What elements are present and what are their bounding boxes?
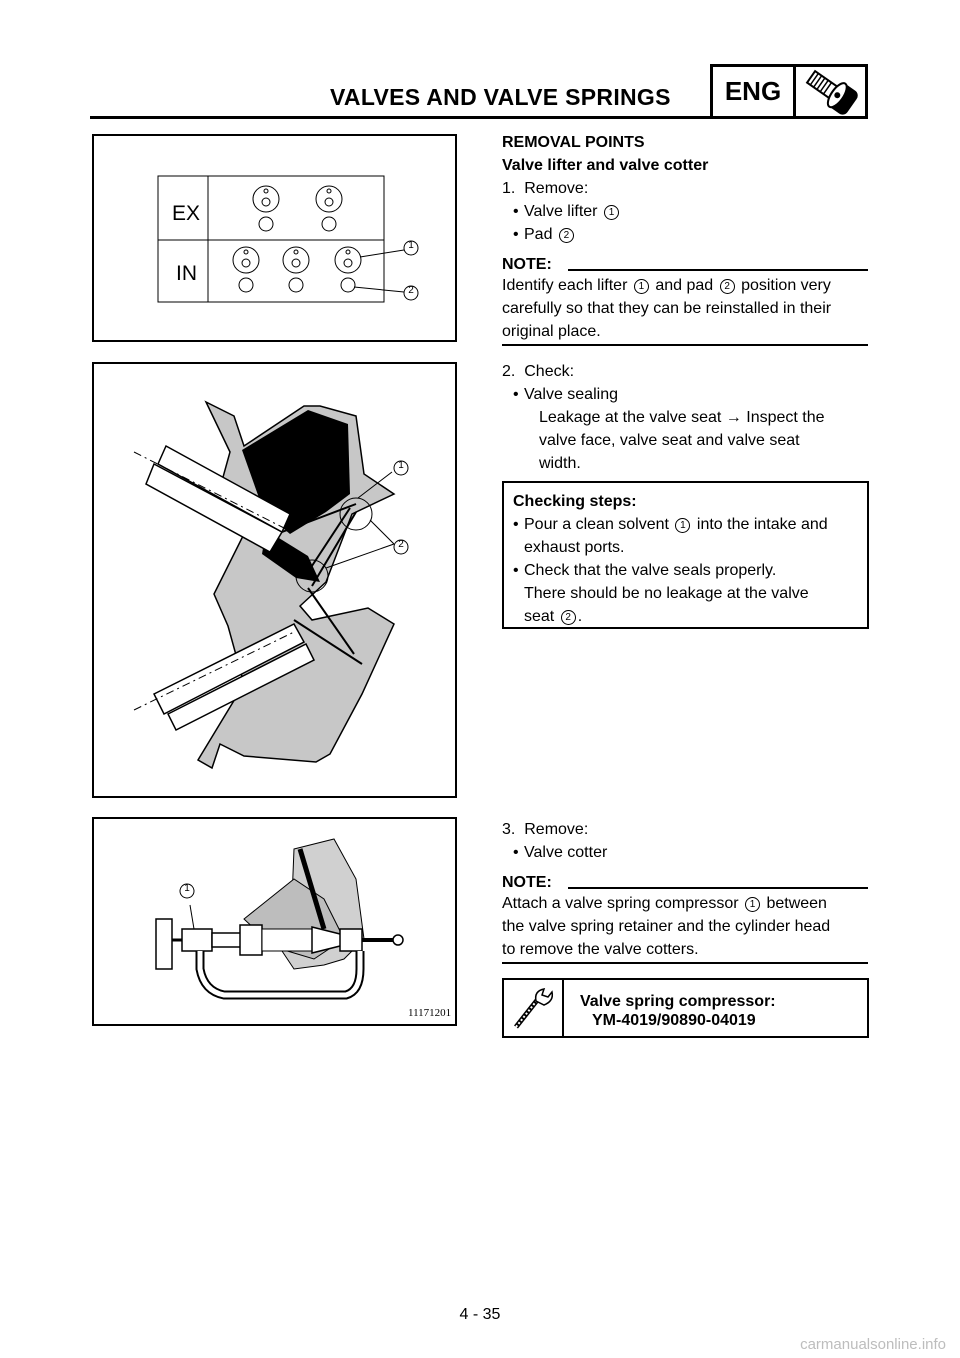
section-title: VALVES AND VALVE SPRINGS [330, 84, 671, 110]
page-number: 4 - 35 [459, 1306, 501, 1323]
step-2 [502, 360, 868, 383]
callout-2: 2 [398, 539, 404, 550]
ref-2: 2 [720, 279, 735, 294]
step-number: 3. [502, 821, 516, 838]
step-action: Remove: [524, 180, 589, 197]
ref-1: 1 [745, 897, 760, 912]
step-action: Check: [524, 363, 575, 380]
note-rule [568, 887, 868, 889]
callout-1: 1 [408, 240, 414, 251]
note-line: original place. [502, 323, 601, 340]
note-line: Attach a valve spring compressor 1 between [502, 895, 827, 912]
callout-1: 1 [184, 883, 190, 894]
figure-cylinder-head-section [92, 362, 457, 798]
watermark: carmanualsonline.info [800, 1336, 946, 1353]
ref-1: 1 [634, 279, 649, 294]
section-tab-label: ENG [713, 67, 796, 116]
step-description: valve face, valve seat and valve seat [539, 432, 800, 449]
callout-1: 1 [398, 460, 404, 471]
removal-subheading: Valve lifter and valve cotter [502, 157, 709, 174]
figure-code: 11171201 [408, 1007, 452, 1019]
figure-lifter-layout [92, 134, 457, 342]
section-tab [710, 64, 868, 119]
wrench-icon [504, 980, 564, 1036]
tool-name: Valve spring compressor: [580, 993, 776, 1010]
special-tool-box [502, 978, 869, 1038]
header-rule [90, 116, 710, 119]
note-line: carefully so that they can be reinstalled in their [502, 300, 832, 317]
removal-heading: REMOVAL POINTS [502, 134, 645, 151]
ref-1: 1 [604, 205, 619, 220]
list-item-cont: seat 2 . [524, 608, 583, 625]
note-line: to remove the valve cotters. [502, 941, 699, 958]
step-number: 1. [502, 180, 516, 197]
ref-2: 2 [559, 228, 574, 243]
step-description: width. [539, 455, 581, 472]
note-rule [568, 269, 868, 271]
step-3 [502, 818, 868, 841]
note-end-rule [502, 962, 868, 964]
ref-2: 2 [561, 610, 576, 625]
figure-valve-spring-compressor [92, 817, 457, 1026]
step-number: 2. [502, 363, 516, 380]
list-item-cont: There should be no leakage at the valve [524, 585, 809, 602]
step-action: Remove: [524, 821, 589, 838]
engine-bolt-icon [796, 67, 865, 116]
step-description: Leakage at the valve seat → Inspect the [539, 409, 825, 426]
exhaust-label: EX [172, 202, 201, 225]
checking-steps-title: Checking steps: [513, 493, 637, 510]
callout-2: 2 [408, 285, 414, 296]
note-line: the valve spring retainer and the cylinder head [502, 918, 831, 935]
note-label: NOTE: [502, 874, 552, 891]
note-label: NOTE: [502, 256, 552, 273]
note-line: Identify each lifter 1 and pad 2 position very [502, 277, 831, 294]
list-item-cont: exhaust ports. [524, 539, 625, 556]
step-1 [502, 177, 868, 200]
intake-label: IN [176, 262, 197, 285]
tool-part-number: YM-4019/90890-04019 [592, 1012, 756, 1029]
note-end-rule [502, 344, 868, 346]
ref-1: 1 [675, 518, 690, 533]
